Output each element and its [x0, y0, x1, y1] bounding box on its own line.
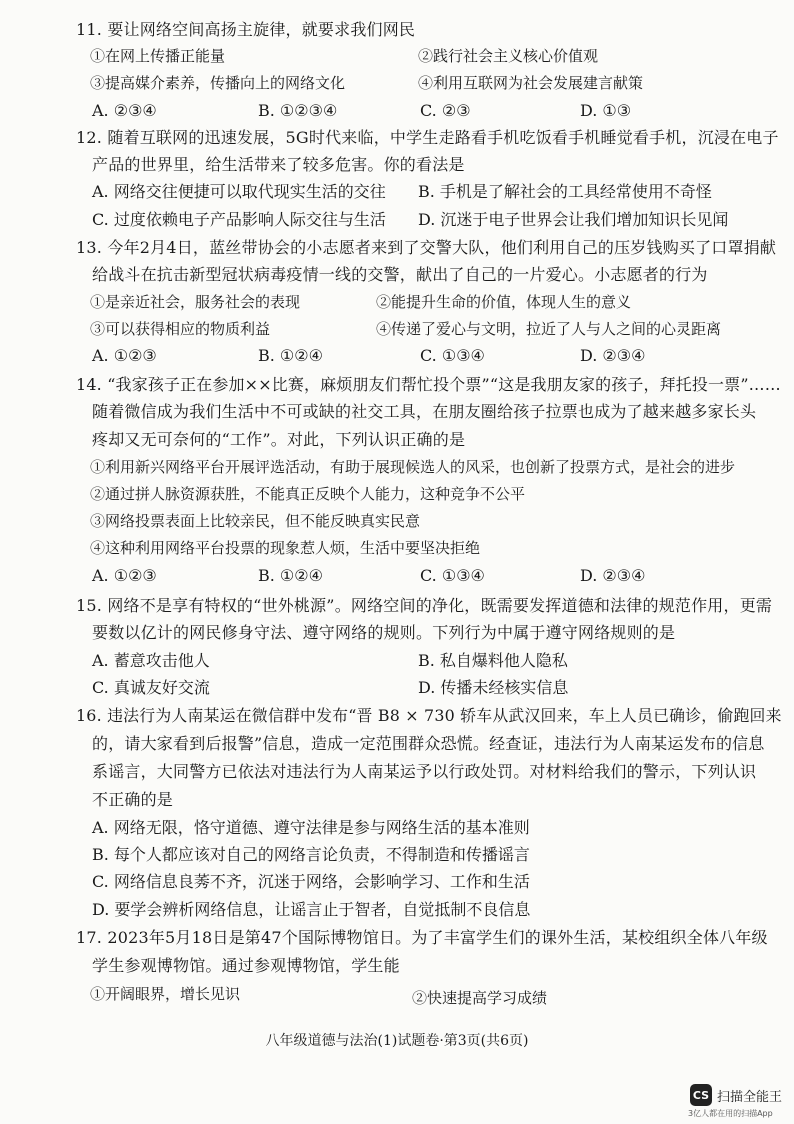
q15-stem-line-2: 要数以亿计的网民修身守法、遵守网络的规则。下列行为中属于遵守网络规则的是	[92, 623, 676, 642]
q14-choice-d: D. ②③④	[580, 566, 646, 585]
q14-choice-a: A. ①②③	[92, 566, 157, 585]
q14-statement-3: ③网络投票表面上比较亲民，但不能反映真实民意	[90, 512, 421, 530]
q12-choice-c: C. 过度依赖电子产品影响人际交往与生活	[92, 210, 386, 229]
q13-choice-d: D. ②③④	[580, 346, 646, 365]
q15-choice-a: A. 蓄意攻击他人	[92, 651, 210, 670]
q12-choice-b: B. 手机是了解社会的工具经常使用不奇怪	[418, 182, 712, 201]
q14-stem-line-1: 14. “我家孩子正在参加××比赛，麻烦朋友们帮忙投个票”“这是我朋友家的孩子，拜托投一票”……	[76, 375, 781, 394]
q12-choice-a: A. 网络交往便捷可以取代现实生活的交往	[92, 182, 386, 201]
q11-statement-3: ③提高媒介素养，传播向上的网络文化	[90, 74, 346, 92]
q14-choice-c: C. ①③④	[420, 566, 485, 585]
q13-choice-c: C. ①③④	[420, 346, 485, 365]
q12-stem-line-2: 产品的世界里，给生活带来了较多危害。你的看法是	[92, 155, 465, 174]
q12-stem-line-1: 12. 随着互联网的迅速发展，5G时代来临，中学生走路看手机吃饭看手机睡觉看手机，沉浸在电子	[76, 128, 779, 147]
q11-statement-4: ④利用互联网为社会发展建言献策	[418, 74, 644, 92]
q16-stem-line-1: 16. 违法行为人南某运在微信群中发布“晋 B8 × 730 轿车从武汉回来，车上人员已确诊，偷跑回来	[76, 706, 782, 725]
scanner-brand-name: 扫描全能王	[717, 1089, 783, 1105]
q16-choice-c: C. 网络信息良莠不齐，沉迷于网络，会影响学习、工作和生活	[92, 872, 530, 891]
q17-stem-line-1: 17. 2023年5月18日是第47个国际博物馆日。为了丰富学生们的课外生活，某校组织全体八年级	[76, 928, 768, 947]
q16-stem-line-3: 系谣言，大同警方已依法对违法行为人南某运予以行政处罚。对材料给我们的警示，下列认识	[92, 762, 757, 781]
q13-stem-line-2: 给战斗在抗击新型冠状病毒疫情一线的交警，献出了自己的一片爱心。小志愿者的行为	[92, 265, 708, 284]
scanner-brand-tagline: 3亿人都在用的扫描App	[688, 1109, 773, 1118]
q15-choice-c: C. 真诚友好交流	[92, 678, 210, 697]
q11-choice-b: B. ①②③④	[258, 101, 338, 120]
q12-choice-d: D. 沉迷于电子世界会让我们增加知识长见闻	[418, 210, 729, 229]
q13-statement-3: ③可以获得相应的物质利益	[90, 320, 271, 338]
q11-choice-d: D. ①③	[580, 101, 632, 120]
q14-stem-line-3: 疼却又无可奈何的“工作”。对此，下列认识正确的是	[92, 430, 466, 449]
q13-choice-a: A. ①②③	[92, 346, 157, 365]
q11-statement-1: ①在网上传播正能量	[90, 47, 226, 65]
q11-choice-c: C. ②③	[420, 101, 471, 120]
q11-choice-a: A. ②③④	[92, 101, 157, 120]
q13-statement-1: ①是亲近社会，服务社会的表现	[90, 293, 301, 311]
q13-stem-line-1: 13. 今年2月4日，蓝丝带协会的小志愿者来到了交警大队，他们利用自己的压岁钱购买了口罩捐献	[76, 238, 777, 257]
scanner-watermark	[690, 1084, 782, 1106]
q15-stem-line-1: 15. 网络不是享有特权的“世外桃源”。网络空间的净化，既需要发挥道德和法律的规范作用，更需	[76, 596, 773, 615]
q16-stem-line-2: 的，请大家看到后报警”信息，造成一定范围群众恐慌。经查证，违法行为人南某运发布的信息	[92, 734, 765, 753]
q14-statement-1: ①利用新兴网络平台开展评选活动，有助于展现候选人的风采，也创新了投票方式，是社会的进步	[90, 458, 736, 476]
q13-choice-b: B. ①②④	[258, 346, 323, 365]
q15-choice-b: B. 私自爆料他人隐私	[418, 651, 568, 670]
q14-choice-b: B. ①②④	[258, 566, 323, 585]
q15-choice-d: D. 传播未经核实信息	[418, 678, 569, 697]
q14-stem-line-2: 随着微信成为我们生活中不可或缺的社交工具，在朋友圈给孩子拉票也成为了越来越多家长头	[92, 402, 757, 421]
q16-choice-b: B. 每个人都应该对自己的网络言论负责，不得制造和传播谣言	[92, 845, 530, 864]
q17-statement-2: ②快速提高学习成绩	[412, 989, 548, 1007]
q17-statement-1: ①开阔眼界，增长见识	[90, 985, 241, 1003]
q17-stem-line-2: 学生参观博物馆。通过参观博物馆，学生能	[92, 956, 400, 975]
q11-stem: 11. 要让网络空间高扬主旋律，就要求我们网民	[76, 20, 416, 39]
page-footer: 八年级道德与法治(1)试题卷·第3页(共6页)	[265, 1033, 529, 1049]
q14-statement-2: ②通过拼人脉资源获胜，不能真正反映个人能力，这种竞争不公平	[90, 485, 526, 503]
q13-statement-2: ②能提升生命的价值，体现人生的意义	[376, 293, 632, 311]
q16-choice-d: D. 要学会辨析网络信息，让谣言止于智者，自觉抵制不良信息	[92, 900, 531, 919]
q13-statement-4: ④传递了爱心与文明，拉近了人与人之间的心灵距离	[376, 320, 722, 338]
q16-stem-line-4: 不正确的是	[92, 790, 174, 809]
q11-statement-2: ②践行社会主义核心价值观	[418, 47, 599, 65]
camscanner-logo-icon: CS	[690, 1084, 712, 1106]
q14-statement-4: ④这种利用网络平台投票的现象惹人烦，生活中要坚决拒绝	[90, 539, 481, 557]
q16-choice-a: A. 网络无限，恪守道德、遵守法律是参与网络生活的基本准则	[92, 818, 530, 837]
